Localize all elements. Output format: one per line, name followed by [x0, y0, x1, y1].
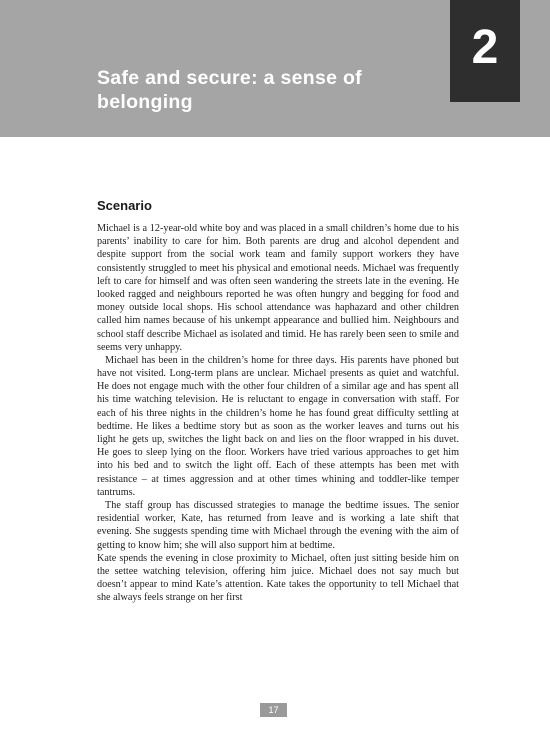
chapter-title: Safe and secure: a sense of belonging [97, 67, 362, 113]
page-number: 17 [260, 703, 287, 717]
paragraph: Kate spends the evening in close proximity to Michael, often just sitting beside him on the settee watching television, offering him juice. Michael does not say much but doesn’t appear to mind Kate’s attention. Kate takes the opportunity to tell Michael that she always feels strange on her first [97, 552, 459, 604]
section-heading: Scenario [97, 198, 152, 213]
body-text [97, 222, 459, 604]
chapter-number-box [450, 0, 520, 102]
paragraph: The staff group has discussed strategies to manage the bedtime issues. The senior residential worker, Kate, has returned from leave and is working a late shift that evening. She suggests spending time with Michael through the evening with the aim of getting to know him; she will also support him at bedtime. [97, 499, 459, 551]
paragraph: Michael has been in the children’s home for three days. His parents have phoned but have not visited. Long-term plans are unclear. Michael presents as quiet and watchful. He does not engage much with the other four children of a similar age and has spent all his time watching television. He is reluctant to engage in conversation with staff. For each of his three nights in the children’s home he has found great difficulty settling at bedtime. He likes a bedtime story but as soon as the worker leaves and turns out his light he gets up, switches the light back on and lies on the floor wrapped in his duvet. He goes to sleep lying on the floor. Workers have tried various approaches to get him into his bed and to switch the light off. Each of these attempts has been met with resistance – at times aggression and at other times whining and toddler-like temper tantrums. [97, 354, 459, 498]
paragraph: Michael is a 12-year-old white boy and was placed in a small children’s home due to his parents’ inability to care for him. Both parents are drug and alcohol dependent and despite support from the social work team and family support workers they have consistently struggled to meet his physical and emotional needs. Michael was frequently left to care for himself and was often seen wandering the streets late in the evening. He looked ragged and neighbours reported he was often hungry and begging for food and money outside local shops. His school attendance was haphazard and other children called him names because of his unkempt appearance and bullied him. Neighbours and school staff describe Michael as isolated and timid. He has rarely been seen to smile and seems very unhappy. [97, 223, 459, 353]
chapter-number: 2 [471, 21, 499, 74]
